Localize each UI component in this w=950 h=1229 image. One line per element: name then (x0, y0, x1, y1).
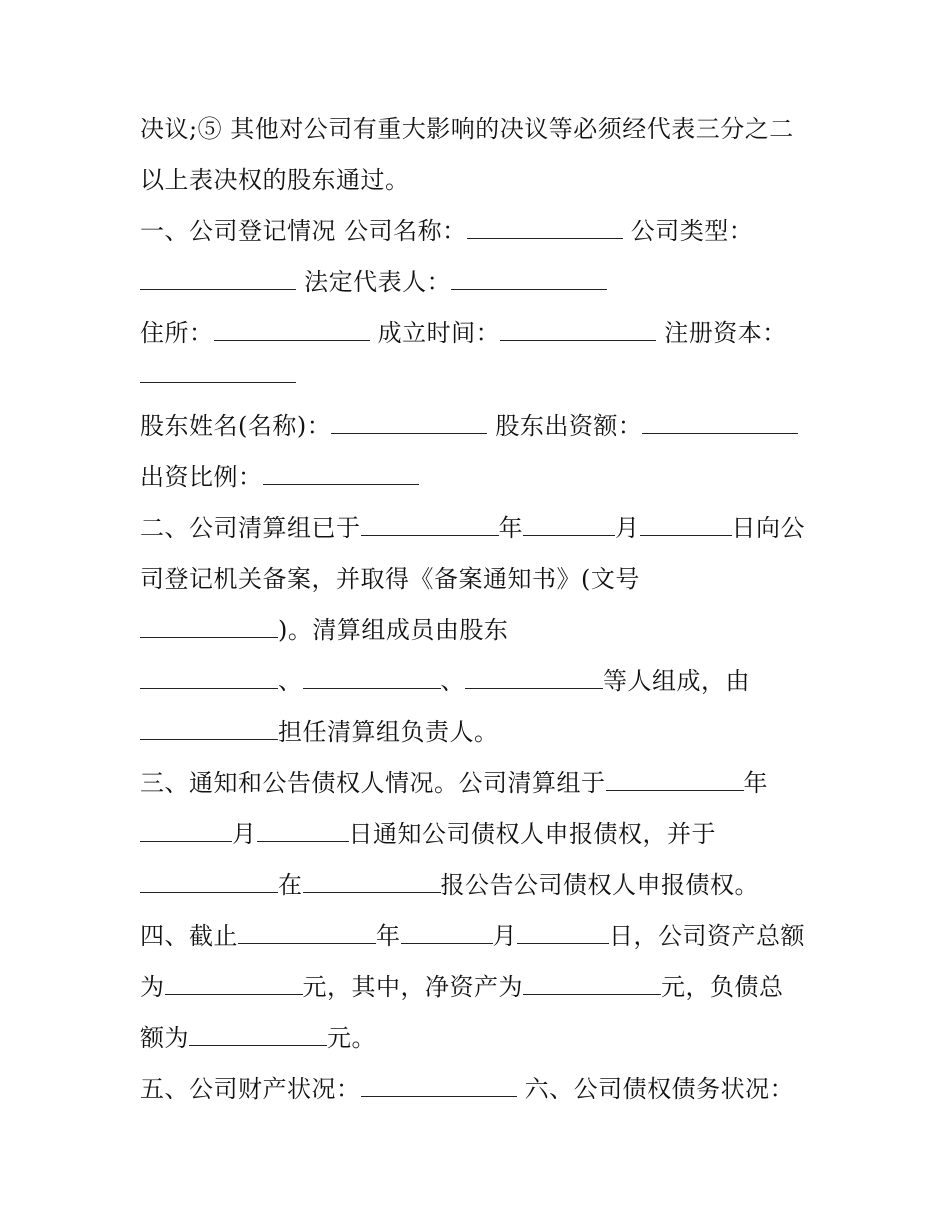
section-heading: 五、公司财产状况： (140, 1075, 361, 1103)
section-heading: 一、公司登记情况 公司名称： (140, 217, 467, 245)
text: 日，公司资产总额 (609, 922, 805, 950)
label: 住所： (140, 319, 214, 347)
text: 司登记机关备案，并取得《备案通知书》(文号 (140, 565, 640, 593)
text: 日向公 (731, 514, 805, 542)
net-assets-blank[interactable] (523, 970, 661, 995)
text: 报公告公司债权人申报债权。 (440, 871, 759, 899)
label: 股东姓名(名称)： (140, 412, 332, 440)
day-blank[interactable] (640, 511, 732, 536)
text-line (140, 316, 787, 350)
document-number-blank[interactable] (140, 613, 278, 638)
month-blank[interactable] (523, 511, 615, 536)
text: 决议;⑤ 其他对公司有重大影响的决议等必须经代表三分之二 (140, 115, 794, 143)
text: 、 (278, 667, 303, 695)
label: 公司类型： (622, 217, 754, 245)
label: 成立时间： (369, 319, 501, 347)
cutoff-day-blank[interactable] (517, 919, 609, 944)
shareholder-name-blank[interactable] (331, 409, 487, 434)
text-line (140, 460, 419, 494)
label: 出资比例： (140, 463, 263, 491)
section-heading: 三、通知和公告债权人情况。公司清算组于 (140, 769, 606, 797)
text-line (140, 562, 640, 596)
text-line (140, 358, 296, 392)
cutoff-month-blank[interactable] (401, 919, 493, 944)
leader-blank[interactable] (140, 715, 278, 740)
label: 股东出资额： (487, 412, 643, 440)
text-line (140, 715, 499, 749)
total-assets-blank[interactable] (165, 970, 303, 995)
notice-month-blank[interactable] (140, 817, 232, 842)
text: 、 (440, 667, 465, 695)
section-heading: 四、截止 (140, 922, 238, 950)
section-heading: 六、公司债权债务状况： (516, 1075, 795, 1103)
contribution-ratio-blank[interactable] (263, 460, 419, 485)
section-heading: 二、公司清算组已于 (140, 514, 361, 542)
text-line (140, 919, 805, 953)
announce-date-blank[interactable] (140, 868, 278, 893)
text-line (140, 1072, 794, 1106)
text: 年 (376, 922, 401, 950)
text: 元，其中，净资产为 (302, 973, 523, 1001)
text: 日通知公司债权人申报债权，并于 (348, 820, 716, 848)
text-line (140, 664, 750, 698)
text-line (140, 613, 508, 647)
text-line (140, 163, 410, 197)
capital-contribution-blank[interactable] (642, 409, 798, 434)
text-line (140, 265, 607, 299)
company-type-blank[interactable] (140, 265, 296, 290)
text: 额为 (140, 1024, 189, 1052)
text-line (140, 409, 798, 443)
text: )。清算组成员由股东 (278, 616, 509, 644)
text: 月 (492, 922, 517, 950)
text: 年 (498, 514, 523, 542)
label: 法定代表人： (296, 268, 452, 296)
text-line (140, 214, 753, 248)
text-line (140, 112, 794, 146)
text-line (140, 868, 759, 902)
newspaper-blank[interactable] (303, 868, 441, 893)
notice-year-blank[interactable] (606, 766, 744, 791)
text-line (140, 970, 784, 1004)
cutoff-year-blank[interactable] (238, 919, 376, 944)
text-line (140, 766, 768, 800)
label: 注册资本： (656, 319, 787, 347)
property-status-blank[interactable] (361, 1072, 517, 1097)
notice-day-blank[interactable] (257, 817, 349, 842)
text-line (140, 817, 716, 851)
member-3-blank[interactable] (465, 664, 603, 689)
text: 元。 (327, 1024, 376, 1052)
legal-representative-blank[interactable] (451, 265, 607, 290)
text: 担任清算组负责人。 (278, 718, 499, 746)
year-blank[interactable] (361, 511, 499, 536)
text: 年 (743, 769, 768, 797)
member-1-blank[interactable] (140, 664, 278, 689)
company-name-blank[interactable] (467, 214, 623, 239)
text-line (140, 1021, 376, 1055)
text: 在 (278, 871, 303, 899)
text: 月 (615, 514, 640, 542)
text: 月 (232, 820, 257, 848)
established-date-blank[interactable] (500, 316, 656, 341)
address-blank[interactable] (214, 316, 370, 341)
text: 元，负债总 (661, 973, 784, 1001)
text: 为 (140, 973, 165, 1001)
registered-capital-blank[interactable] (140, 358, 296, 383)
text: 等人组成，由 (603, 667, 750, 695)
total-liabilities-blank[interactable] (189, 1021, 327, 1046)
member-2-blank[interactable] (303, 664, 441, 689)
text: 以上表决权的股东通过。 (140, 166, 410, 194)
text-line (140, 511, 805, 545)
